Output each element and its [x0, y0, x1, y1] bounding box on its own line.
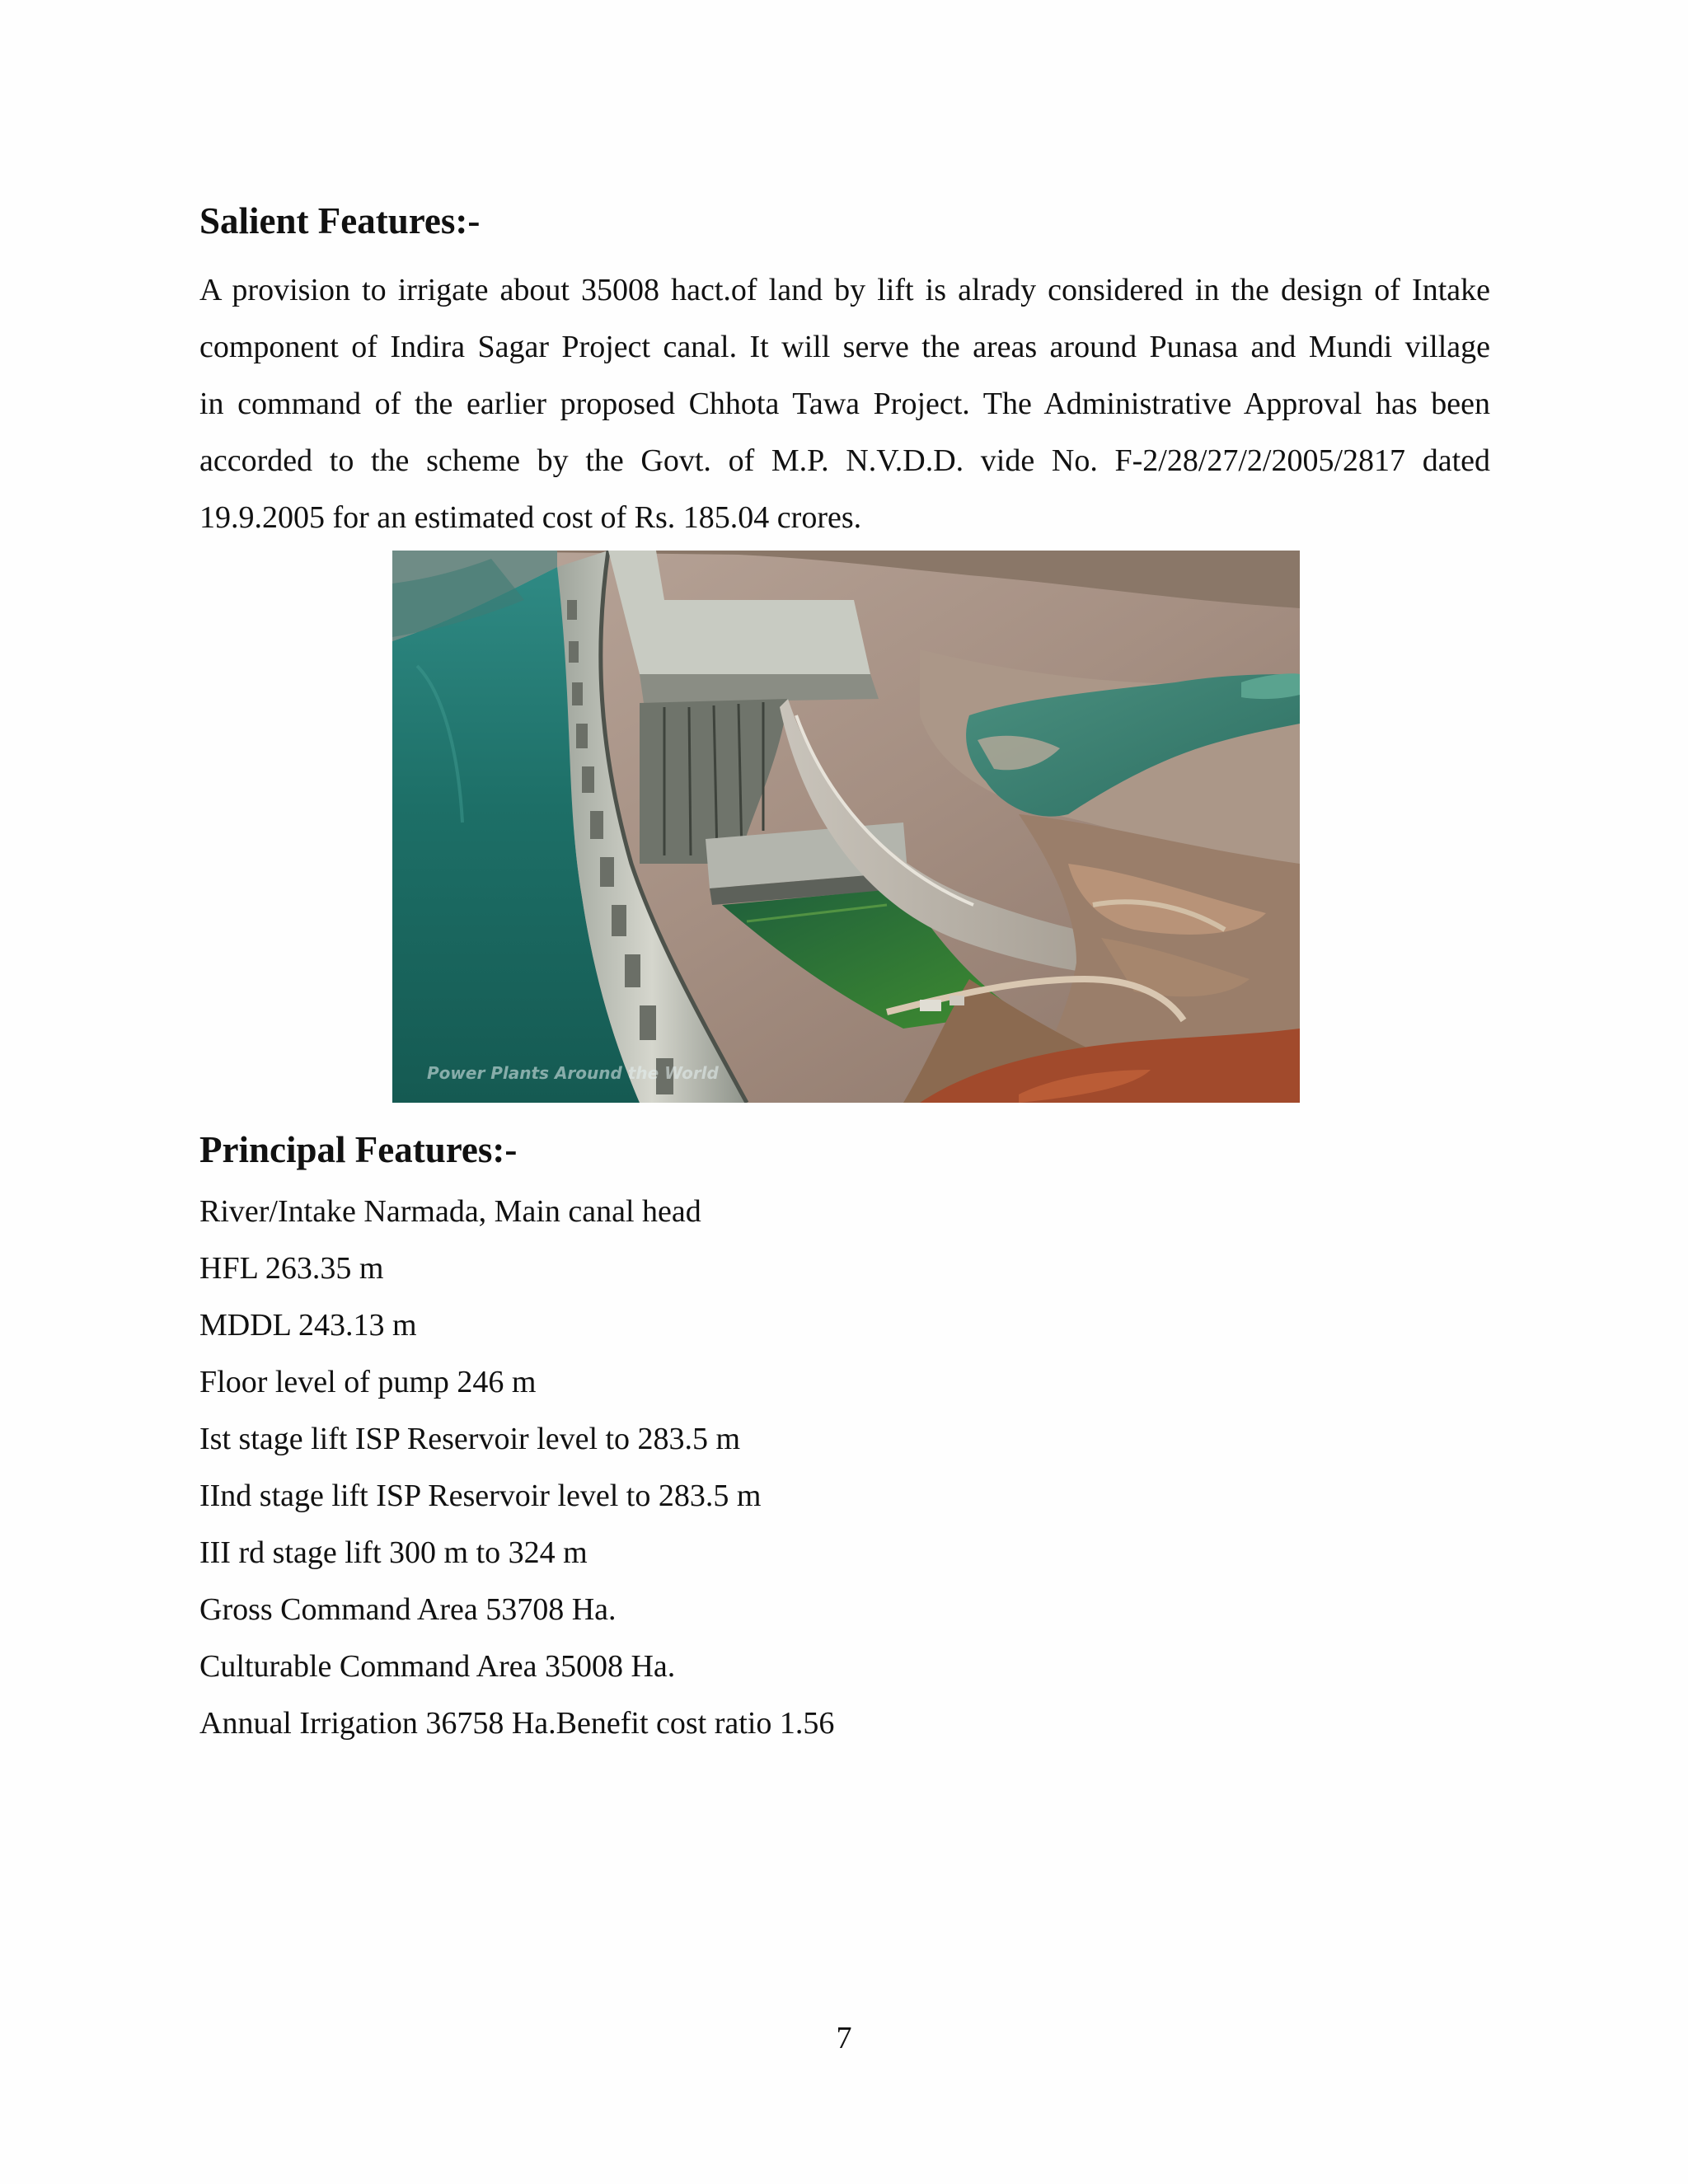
feature-item: Floor level of pump 246 m	[199, 1365, 537, 1399]
feature-item: MDDL 243.13 m	[199, 1308, 417, 1343]
principal-features-list	[199, 1183, 834, 1752]
paragraph-line: 19.9.2005 for an estimated cost of Rs. 185.04 crores.	[199, 500, 862, 535]
dam-photo	[392, 551, 1300, 1103]
feature-item: IInd stage lift ISP Reservoir level to 283.5 m	[199, 1479, 762, 1513]
principal-features-heading: Principal Features:-	[199, 1129, 518, 1170]
paragraph-line: accorded to the scheme by the Govt. of M.P. N.V.D.D. vide No. F-2/28/27/2/2005/2817 dated	[199, 443, 1490, 478]
feature-item: III rd stage lift 300 m to 324 m	[199, 1535, 588, 1570]
dam-aerial-image	[392, 551, 1300, 1103]
feature-item: Ist stage lift ISP Reservoir level to 283.5 m	[199, 1422, 741, 1456]
feature-item: Annual Irrigation 36758 Ha.Benefit cost ratio 1.56	[199, 1706, 835, 1741]
paragraph-line: A provision to irrigate about 35008 hact.of land by lift is alrady considered in the design of Intake	[199, 273, 1490, 307]
feature-item: Culturable Command Area 35008 Ha.	[199, 1649, 676, 1684]
page-number: 7	[836, 2021, 852, 2055]
photo-watermark: Power Plants Around the World	[427, 1063, 719, 1083]
feature-item: Gross Command Area 53708 Ha.	[199, 1592, 617, 1627]
salient-features-heading: Salient Features:-	[199, 200, 481, 241]
feature-item: River/Intake Narmada, Main canal head	[199, 1194, 701, 1229]
paragraph-line: in command of the earlier proposed Chhota Tawa Project. The Administrative Approval has been	[199, 387, 1490, 421]
salient-features-paragraph	[199, 262, 1490, 546]
paragraph-line: component of Indira Sagar Project canal. It will serve the areas around Punasa and Mundi village	[199, 330, 1490, 364]
feature-item: HFL 263.35 m	[199, 1251, 384, 1286]
